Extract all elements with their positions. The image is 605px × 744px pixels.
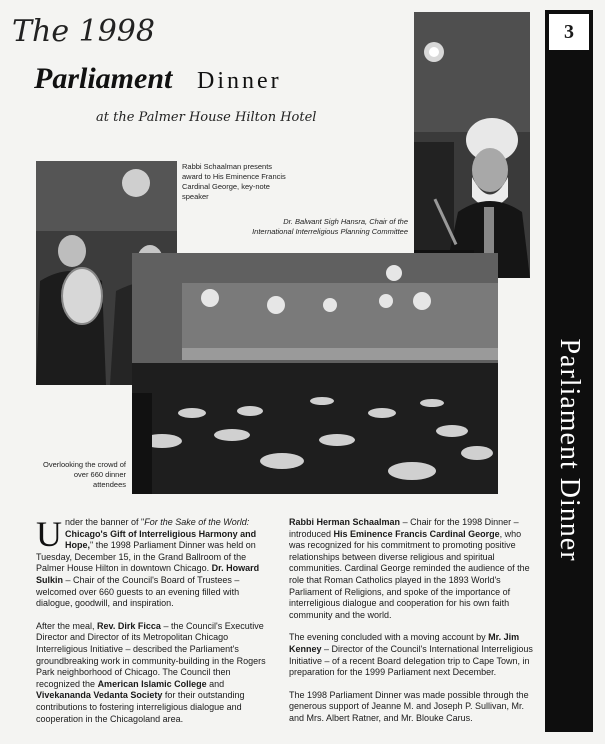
article-column-left [36,514,266,736]
p3-name-2: His Eminence Francis Cardinal George [333,528,500,539]
photo-hansra [414,12,530,278]
header-title-light: Dinner [197,68,282,94]
p2-text-c: and [209,678,225,689]
p4-text-b: – Director of the Council's International Interreligious Initiative – of a recent Board delegation trip to Cape Town, in preparation for the 1999 Parliament next December. [289,643,533,678]
p2-org-1: American Islamic College [97,678,207,689]
caption-hansra: Dr. Balwant Sigh Hansra, Chair of the International Interreligious Planning Committee [252,217,408,236]
header-venue: at the Palmer House Hilton Hotel [96,110,317,125]
drop-cap: U [36,514,62,554]
side-band-title: Parliament Dinner [554,338,585,562]
header-title-bold: Parliament [34,62,173,95]
p2-name: Rev. Dirk Ficca [97,620,161,631]
header-year: The 1998 [12,14,155,49]
p2-org-2: Vivekananda Vedanta Society [36,690,163,701]
page-number: 3 [549,14,589,50]
p1-name: Dr. Howard Sulkin [36,563,260,585]
paragraph-2 [36,621,266,725]
paragraph-1 [36,514,266,610]
p3-name-1: Rabbi Herman Schaalman [289,517,401,527]
p4-name: Mr. Jim Kenney [289,632,520,654]
p1-text-a: nder the banner of " [65,517,145,527]
p1-title-italic: For the Sake of the World: [144,517,250,527]
p1-text-b: " the 1998 Parliament Dinner was held on Tuesday, December 15, in the Grand Ballroom of the Palmer House Hilton in downtown Chicago. [36,540,256,574]
article-column-right [289,517,539,736]
paragraph-5: The 1998 Parliament Dinner was made possible through the generous support of Jeanne M. and Joseph P. Sullivan, Mr. and Mrs. Albert Ratner, and Mr. Blouke Carus. [289,689,529,723]
caption-crowd: Overlooking the crowd of over 660 dinner attendees [43,460,126,489]
p2-text-d: for their outstanding contributions to fostering interreligious dialogue and cooperation in the Chicagoland area. [36,690,245,724]
p2-text-b: – the Council's Executive Director and Director of its Metropolitan Chicago Interreligious Initiative – described the Parliament's groundbreaking work in community-building in the Rogers Park neighborhood of Chicago. The Council then recognized the [36,620,266,689]
p2-text-a: After the meal, [36,620,95,631]
photo-ballroom [132,253,498,494]
paragraph-4 [289,632,539,678]
p1-title-bold: Chicago's Gift of Interreligious Harmony and Hope, [65,528,257,551]
paragraph-3 [289,517,539,621]
p1-text-c: – Chair of the Council's Board of Trustees – welcomed over 660 guests to an evening filled with dialogue, goodwill, and inspiration. [36,574,240,609]
p3-text-a: – Chair for the 1998 Dinner – introduced [289,517,519,539]
caption-award: Rabbi Schaalman presents award to His Eminence Francis Cardinal George, key-note speaker [182,162,286,201]
p3-text-b: , who was recognized for his commitment to promoting positive relationships between diverse religious and spiritual communities. Cardinal George reminded the audience of the role that Roman Catholics played in the 1893 World's Parliament of Religions, and spoke of the importance of interreligious dialogue and cooperation for his own faith community and the world. [289,528,530,620]
p4-text-a: The evening concluded with a moving account by [289,632,486,643]
